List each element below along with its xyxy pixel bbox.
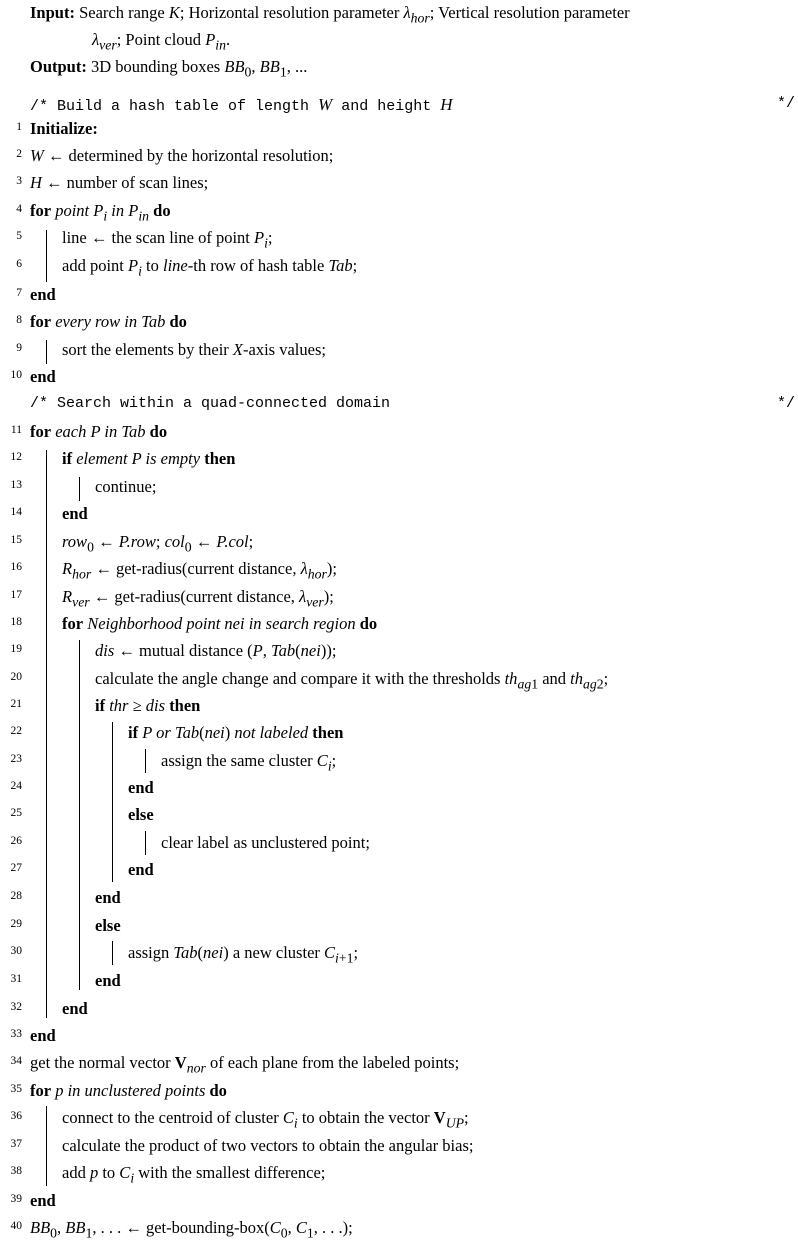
- algorithm-line: 38 add p to $C_i$ with the smallest difference;: [0, 1162, 798, 1184]
- output-label: Output:: [30, 57, 87, 76]
- algorithm-line: 3 H ← number of scan lines;: [0, 172, 798, 194]
- line-number: 17: [10, 589, 22, 601]
- line-number: 9: [16, 342, 22, 354]
- line-number: 33: [10, 1028, 22, 1040]
- algorithm-line: 24 end: [0, 777, 798, 799]
- algorithm-line: 10 end: [0, 366, 798, 388]
- line-number: 28: [10, 890, 22, 902]
- line-number: 36: [10, 1110, 22, 1122]
- algorithm-line: 27 end: [0, 859, 798, 881]
- line-number: 39: [10, 1193, 22, 1205]
- algorithm-line: 18 for Neighborhood point nei in search region do: [0, 613, 798, 635]
- algorithm-line: 15 row$_0$ ← P.row; col$_0$ ← P.col;: [0, 531, 798, 553]
- line-number: 32: [10, 1001, 22, 1013]
- line-number: 6: [16, 258, 22, 270]
- algorithm-output: Output: 3D bounding boxes $BB_0$, $BB_1$, ...: [30, 57, 308, 80]
- algorithm-line: 21 if thr ≥ dis then: [0, 695, 798, 717]
- algorithm-line: 17 $R_{ver}$ ← get-radius(current distance, $\lambda_{ver}$);: [0, 586, 798, 608]
- algorithm-line: 39 end: [0, 1190, 798, 1212]
- line-number: 31: [10, 973, 22, 985]
- line-number: 3: [16, 175, 22, 187]
- line-number: 27: [10, 862, 22, 874]
- line-number: 19: [10, 643, 22, 655]
- line-number: 1: [16, 121, 22, 133]
- algorithm-line: 22 if P or Tab(nei) not labeled then: [0, 722, 798, 744]
- comment-end: */: [776, 395, 795, 412]
- comment-end: */: [776, 95, 795, 112]
- line-number: 12: [10, 451, 22, 463]
- input-label: Input:: [30, 3, 75, 22]
- line-number: 26: [10, 835, 22, 847]
- line-number: 30: [10, 945, 22, 957]
- line-number: 4: [16, 203, 22, 215]
- algorithm-line: 28 end: [0, 887, 798, 909]
- line-number: 13: [10, 479, 22, 491]
- algorithm-line: 12 if element P is empty then: [0, 448, 798, 470]
- algorithm-line: 5 line ← the scan line of point $P_i$;: [0, 227, 798, 249]
- algorithm-line: 19 dis ← mutual distance (P, Tab(nei));: [0, 640, 798, 662]
- line-number: 10: [10, 369, 22, 381]
- line-number: 16: [10, 561, 22, 573]
- algorithm-line: 13 continue;: [0, 476, 798, 498]
- algorithm-line: 26 clear label as unclustered point;: [0, 832, 798, 854]
- line-number: 22: [10, 725, 22, 737]
- line-number: 40: [10, 1220, 22, 1232]
- algorithm-line: 1 Initialize:: [0, 118, 798, 140]
- line-number: 24: [10, 780, 22, 792]
- line-number: 2: [16, 148, 22, 160]
- algorithm-line: 35 for p in unclustered points do: [0, 1080, 798, 1102]
- algorithm-line: 29 else: [0, 915, 798, 937]
- line-number: 34: [10, 1055, 22, 1067]
- line-number: 21: [10, 698, 22, 710]
- algorithm-line: 20 calculate the angle change and compare it with the thresholds $th_{ag1}$ and $th_{ag2}$;: [0, 668, 798, 690]
- line-number: 15: [10, 534, 22, 546]
- algorithm-line: 7 end: [0, 284, 798, 306]
- algorithm-line: 6 add point $P_i$ to line-th row of hash table Tab;: [0, 255, 798, 277]
- line-number: 29: [10, 918, 22, 930]
- algorithm-line: 11 for each P in Tab do: [0, 421, 798, 443]
- algorithm-line: 16 $R_{hor}$ ← get-radius(current distance, $\lambda_{hor}$);: [0, 558, 798, 580]
- comment-quad-search: /* Search within a quad-connected domain */: [30, 395, 795, 412]
- algorithm-line: 40 $BB_0$, $BB_1$, . . . ← get-$bounding-box(C_0$, $C_1$, . . .);: [0, 1217, 798, 1239]
- line-number: 37: [10, 1138, 22, 1150]
- line-number: 14: [10, 506, 22, 518]
- line-number: 25: [10, 807, 22, 819]
- algorithm-line: 32 end: [0, 998, 798, 1020]
- algorithm-line: 4 for point $P_i$ in $P_{in}$ do: [0, 200, 798, 222]
- line-number: 8: [16, 314, 22, 326]
- algorithm-input: Input: Search range K; Horizontal resolution parameter $\lambda_{hor}$; Vertical resolution parameter: [30, 3, 630, 26]
- comment-hash-table: /* Build a hash table of length W and height H */: [30, 95, 795, 115]
- algorithm-line: 37 calculate the product of two vectors to obtain the angular bias;: [0, 1135, 798, 1157]
- algorithm-line: 14 end: [0, 503, 798, 525]
- algorithm-line: 33 end: [0, 1025, 798, 1047]
- line-number: 35: [10, 1083, 22, 1095]
- line-number: 18: [10, 616, 22, 628]
- algorithm-line: 36 connect to the centroid of cluster $C_i$ to obtain the vector $V_{UP}$;: [0, 1107, 798, 1129]
- algorithm-line: 2 W ← determined by the horizontal resolution;: [0, 145, 798, 167]
- algorithm-line: 9 sort the elements by their X-axis values;: [0, 339, 798, 361]
- line-number: 23: [10, 753, 22, 765]
- algorithm-line: 25 else: [0, 804, 798, 826]
- algorithm-line: 30 assign Tab(nei) a new cluster $C_{i+1}$;: [0, 942, 798, 964]
- line-number: 11: [10, 424, 22, 436]
- algorithm-line: 34 get the normal vector $V_{nor}$ of each plane from the labeled points;: [0, 1052, 798, 1074]
- line-number: 38: [10, 1165, 22, 1177]
- line-number: 20: [10, 671, 22, 683]
- algorithm-line: 31 end: [0, 970, 798, 992]
- algorithm-line: 8 for every row in Tab do: [0, 311, 798, 333]
- block-bar-if-21: [112, 722, 113, 882]
- algorithm-line: 23 assign the same cluster $C_i$;: [0, 750, 798, 772]
- line-number: 7: [16, 287, 22, 299]
- algorithm-input-continued: $\lambda_{ver}$; Point cloud $P_{in}$.: [92, 30, 231, 53]
- line-number: 5: [16, 230, 22, 242]
